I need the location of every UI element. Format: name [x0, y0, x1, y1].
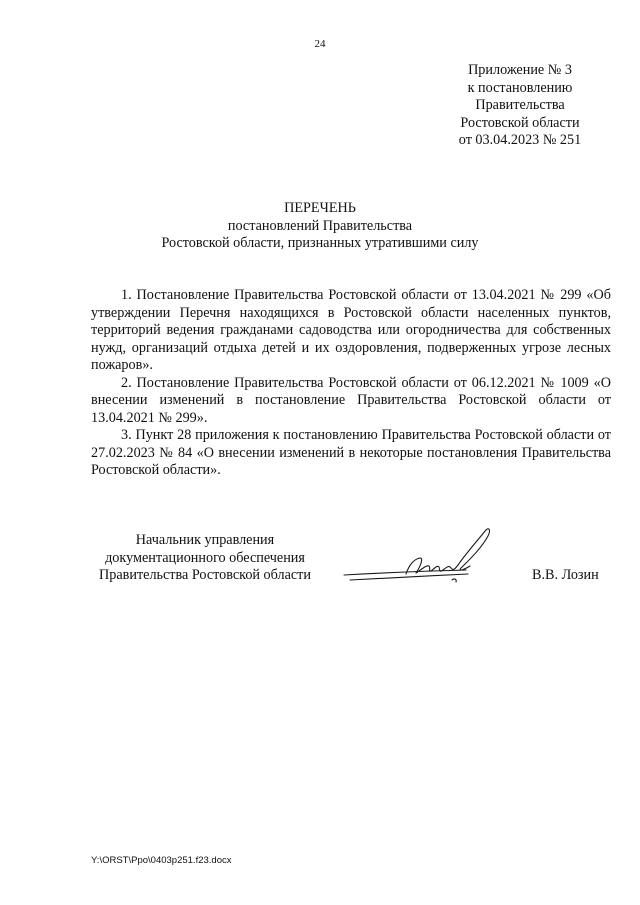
document-subtitle: Ростовской области, признанных утратившими силу	[161, 235, 479, 251]
file-path: Y:\ORST\Ppo\0403p251.f23.docx	[91, 855, 232, 866]
document-title: ПЕРЕЧЕНЬ	[284, 200, 356, 216]
appendix-line: к постановлению	[467, 79, 573, 96]
signatory-title-line: Начальник управления	[135, 532, 275, 548]
appendix-line: Правительства	[475, 97, 565, 113]
appendix-line: Ростовской области	[460, 114, 580, 131]
appendix-line: от 03.04.2023 № 251	[458, 132, 582, 148]
list-item: 1. Постановление Правительства Ростовской области от 13.04.2021 № 299 «Об утверждении Перечня находящихся в Ростовской области населенных пунктов, территорий ведения гражданами садоводства или огородничества для собственных нужд, организаций отдыха детей и их оздоровления, подверженных угрозе лесных пожаров».	[91, 287, 611, 373]
handwritten-signature	[340, 524, 500, 592]
page-number: 24	[314, 38, 326, 50]
appendix-line: Приложение № 3	[468, 62, 572, 78]
document-body	[91, 287, 611, 480]
list-item: 2. Постановление Правительства Ростовской области от 06.12.2021 № 1009 «О внесении изменений в постановление Правительства Ростовской области от 13.04.2021 № 299».	[91, 374, 611, 426]
signatory-title-line: Правительства Ростовской области	[99, 567, 311, 583]
signatory-title	[85, 532, 325, 585]
signatory-name: В.В. Лозин	[532, 567, 599, 583]
document-heading	[60, 200, 580, 253]
appendix-header	[420, 62, 620, 150]
signatory-title-line: документационного обеспечения	[105, 549, 305, 566]
document-subtitle: постановлений Правительства	[227, 217, 413, 234]
list-item: 3. Пункт 28 приложения к постановлению Правительства Ростовской области от 27.02.2023 № 84 «О внесении изменений в некоторые постановления Правительства Ростовской области».	[91, 427, 611, 478]
